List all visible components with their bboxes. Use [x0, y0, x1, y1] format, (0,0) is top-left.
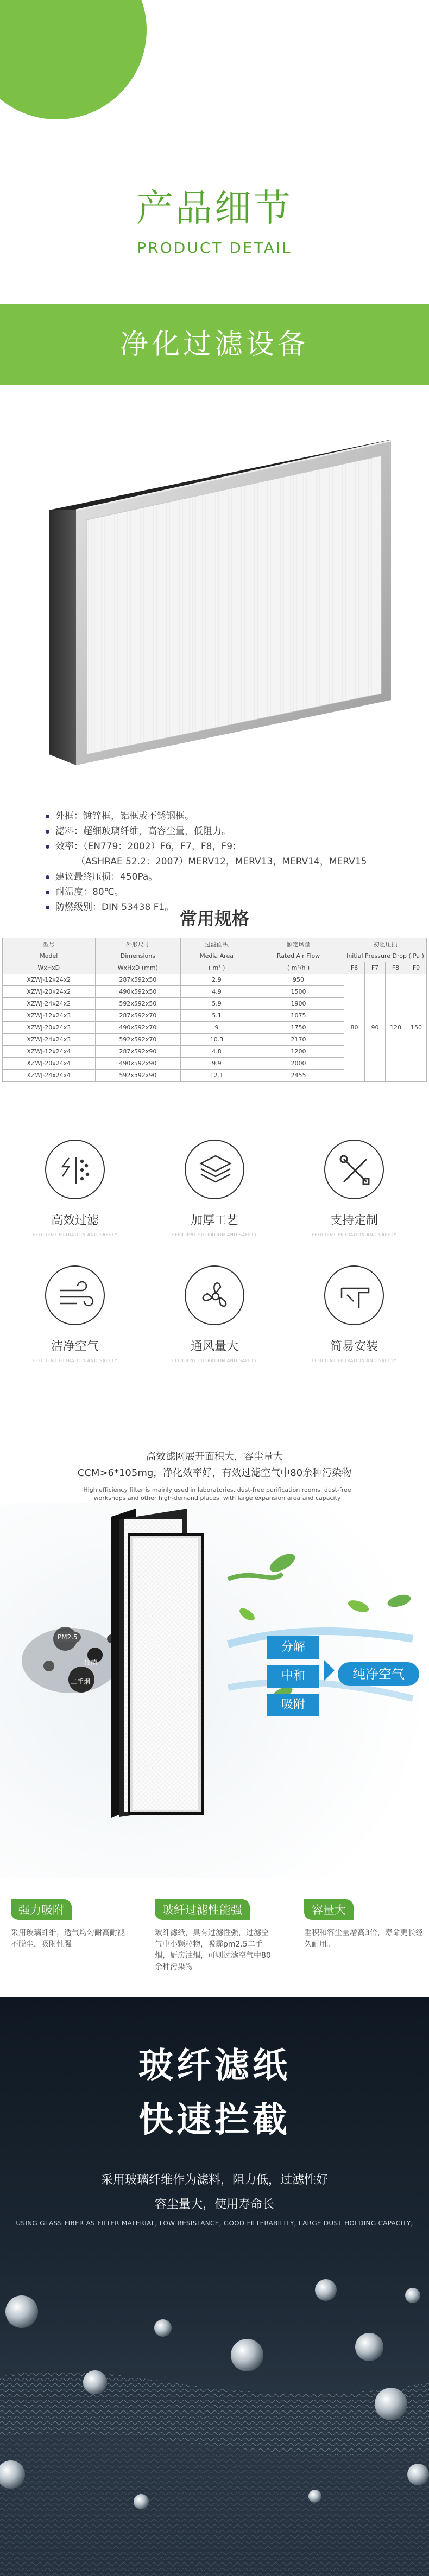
table-header: F9: [406, 962, 427, 974]
spec-item: （ASHRAE 52.2：2007）MERV12，MERV13，MERV14，MERV15: [76, 856, 367, 867]
table-row: XZWJ-12x24x3 287x592x70 5.1 1075: [3, 1010, 427, 1022]
pressure-f6: 80: [344, 974, 365, 1082]
feature-item: [160, 1140, 269, 1237]
table-header: F8: [386, 962, 406, 974]
benefit-text: 采用玻璃纤维，透气均匀耐高耐褪不脱尘，吸附性强: [11, 1929, 125, 1949]
spec-item: 耐温度：80℃。: [43, 885, 396, 900]
table-row: XZWJ-12x24x4 287x592x90 4.8 1200: [3, 1046, 427, 1058]
table-header: F7: [365, 962, 386, 974]
benefit-column: [304, 1899, 424, 1950]
spec-item: 滤料：超细玻璃纤维，高容尘量，低阻力。: [43, 824, 396, 839]
feature-label: 简易安装: [330, 1340, 378, 1353]
feature-label: 通风量大: [190, 1340, 238, 1353]
table-header: 型号: [3, 938, 96, 950]
install-icon: [324, 1265, 384, 1325]
feature-item: [300, 1140, 408, 1237]
table-header: Initial Pressure Drop ( Pa ): [344, 950, 427, 962]
feature-label: 洁净空气: [51, 1340, 99, 1353]
feature-item: [300, 1265, 408, 1363]
benefit-column: [11, 1899, 130, 1950]
table-header: Dimensions: [95, 950, 180, 962]
neutralize-button: 中和: [267, 1665, 319, 1688]
wind-icon: [45, 1265, 105, 1325]
table-header: 外形尺寸: [95, 938, 180, 950]
feature-caption: EFFICIENT FILTRATION AND SAFETY: [311, 1232, 397, 1237]
efficiency-detail: CCM>6*105mg，净化效率好，有效过滤空气中80余种污染物: [77, 1467, 352, 1479]
filtration-illustration: [0, 1503, 429, 1878]
dark-line-2: 容尘量大，使用寿命长: [154, 2198, 274, 2211]
feature-item: [21, 1265, 129, 1363]
pressure-f7: 90: [365, 974, 386, 1082]
tools-icon: [324, 1140, 384, 1199]
pm25-label: PM2.5: [54, 1632, 81, 1642]
feature-item: [160, 1265, 269, 1363]
table-header: ( m³/h ): [253, 962, 344, 974]
benefit-text: 垂积和容尘量增高3倍，寿命更长经久耐用。: [304, 1929, 423, 1949]
dark-title-1: 玻纤滤纸: [138, 2045, 291, 2086]
spec-item: 效率：（EN779：2002）F6，F7，F8，F9；: [43, 839, 396, 854]
table-header: Rated Air Flow: [253, 950, 344, 962]
page-title: 产品细节: [136, 187, 293, 230]
table-header: 初阻压损: [344, 938, 427, 950]
decorative-circle: [0, 0, 147, 119]
banner-text: 净化过滤设备: [119, 328, 309, 361]
efficiency-headline: 高效滤网展开面积大，容尘量大: [146, 1451, 283, 1462]
spec-list: [43, 809, 396, 915]
adsorb-button: 吸附: [267, 1694, 319, 1716]
spec-item: 外框：镀锌框，铝框或不锈钢框。: [43, 809, 396, 824]
dark-english: USING GLASS FIBER AS FILTER MATERIAL, LOW RESISTANCE, GOOD FILTERABILITY, LARGE DUST HOLDING CAPACITY,: [16, 2219, 413, 2227]
arrow-icon: [324, 1659, 335, 1681]
spec-item: 防燃级别：DIN 53438 F1。: [43, 900, 396, 915]
table-header: WxHxD (mm): [95, 962, 180, 974]
product-image: [33, 429, 396, 776]
table-row: XZWJ-20x24x2 490x592x50 4.9 1500: [3, 986, 427, 998]
bacteria-label: 细菌: [84, 1659, 98, 1667]
feature-caption: EFFICIENT FILTRATION AND SAFETY: [32, 1232, 118, 1237]
feature-label: 高效过滤: [51, 1214, 99, 1227]
benefit-tag: 容量大: [304, 1899, 354, 1920]
decompose-button: 分解: [267, 1636, 319, 1659]
table-row: XZWJ-24x24x2 592x592x50 5.9 1900: [3, 998, 427, 1010]
table-row: XZWJ-20x24x4 490x592x90 9.9 2000: [3, 1058, 427, 1070]
benefit-tag: 玻纤过滤性能强: [155, 1899, 250, 1920]
feature-label: 支持定制: [330, 1214, 378, 1227]
efficiency-english: High efficiency filter is mainly used in laboratories, dust-free purification rooms, dust-free workshops and other high-demand places, with large expansion area and capacity: [83, 1486, 351, 1502]
pressure-f9: 150: [406, 974, 427, 1082]
table-row: XZWJ-12x24x2 287x592x50 2.9 950 80 90 120 150: [3, 974, 427, 986]
category-banner: [0, 304, 429, 385]
filter-mesh-icon: [45, 1140, 105, 1199]
feature-caption: EFFICIENT FILTRATION AND SAFETY: [32, 1358, 118, 1363]
feature-label: 加厚工艺: [190, 1214, 238, 1227]
fiber-mesh-illustration: [0, 2241, 429, 2576]
feature-item: [21, 1140, 129, 1237]
dark-title-2: 快速拦截: [138, 2100, 291, 2140]
table-header: 过滤面积: [181, 938, 253, 950]
pressure-f8: 120: [386, 974, 406, 1082]
table-header: WxHxD: [3, 962, 96, 974]
table-row: XZWJ-20x24x3 490x592x70 9 1750: [3, 1022, 427, 1034]
table-row: XZWJ-24x24x3 592x592x70 10.3 2170: [3, 1034, 427, 1046]
table-header: 额定风量: [253, 938, 344, 950]
feature-caption: EFFICIENT FILTRATION AND SAFETY: [172, 1358, 257, 1363]
feature-caption: EFFICIENT FILTRATION AND SAFETY: [311, 1358, 397, 1363]
table-header: F6: [344, 962, 365, 974]
fan-icon: [185, 1265, 244, 1325]
benefit-text: 玻纤滤纸，具有过滤性强，过滤空气中小颗粒物，吸霾pm2.5二手烟，厨房油烟，可则过滤空气中80余种污染物: [155, 1929, 271, 1971]
benefit-tag: 强力吸附: [11, 1899, 72, 1920]
feature-caption: EFFICIENT FILTRATION AND SAFETY: [172, 1232, 257, 1237]
spec-item: 建议最终压损：450Pa。: [43, 869, 396, 885]
dark-line-1: 采用玻璃纤维作为滤料，阻力低，过滤性好: [100, 2173, 328, 2187]
table-row: XZWJ-24x24x4 592x592x90 12.1 2455: [3, 1070, 427, 1082]
table-header: Model: [3, 950, 96, 962]
smoke-label: 二手烟: [71, 1678, 91, 1685]
page-subtitle: PRODUCT DETAIL: [137, 239, 292, 257]
table-header: ( m² ): [181, 962, 253, 974]
spec-table: [2, 938, 427, 1082]
pure-air-label: 纯净空气: [338, 1662, 419, 1686]
layers-icon: [185, 1140, 244, 1199]
table-header: Media Area: [181, 950, 253, 962]
table-title: 常用规格: [179, 908, 249, 929]
benefit-column: [155, 1899, 274, 1973]
